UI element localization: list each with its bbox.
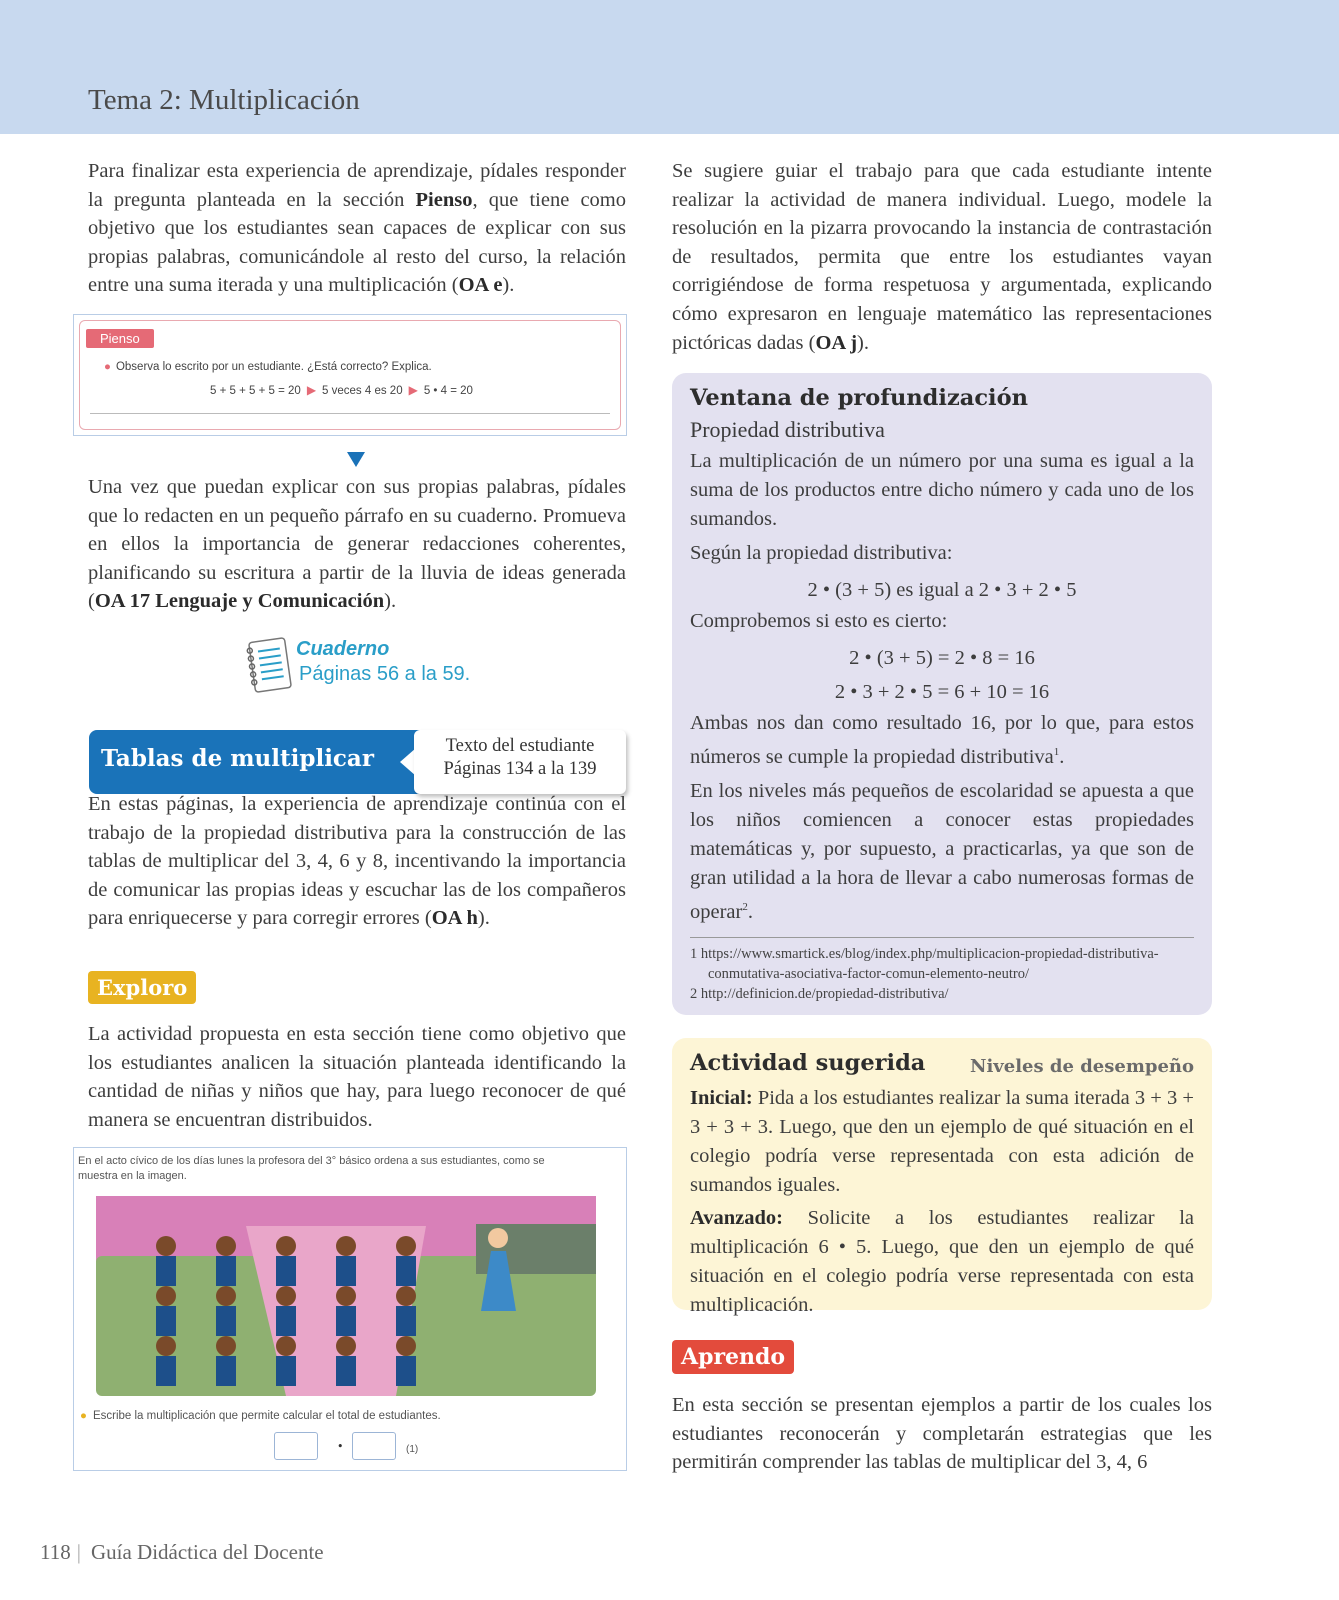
- ventana-p4-end: .: [1059, 745, 1065, 768]
- tablas-text-2: ).: [477, 907, 490, 930]
- cuaderno-pages: Páginas 56 a la 59.: [299, 663, 471, 685]
- cuaderno-title: Cuaderno: [296, 638, 390, 660]
- ventana-p3: Comprobemos si esto es cierto:: [690, 610, 948, 632]
- ventana-eq2: 2 • (3 + 5) = 2 • 8 = 16: [849, 647, 1035, 669]
- intro-text-1: Para finalizar esta experiencia de aprendizaje, pídales responder la pregunta planteada en la sección: [88, 160, 626, 211]
- actividad-sugerida-box: [672, 1038, 1212, 1316]
- pienso-question: [104, 361, 432, 373]
- intro-text-2: , que tiene como objetivo que los estudiantes sean capaces de explicar con sus propias palabras, comunicándole al resto del curso, la relación entre una suma iterada y una multiplicación (: [88, 188, 626, 297]
- multiply-dot: •: [337, 1440, 344, 1453]
- triangle-right-icon: ▶: [408, 383, 418, 397]
- bullet-icon: ●: [104, 361, 111, 373]
- exploro-tag: Exploro: [88, 971, 196, 1004]
- avanzado-text: Solicite a los estudiantes realizar la multiplicación 6 • 5. Luego, que den un ejemplo de qué situación en el colegio podría verse representada con esta multiplicación.: [690, 1207, 1194, 1316]
- students-scene-image: [96, 1196, 596, 1396]
- avanzado-label: Avanzado:: [690, 1207, 784, 1229]
- ventana-title: Ventana de profundización: [690, 385, 1028, 411]
- bullet-icon: ●: [80, 1410, 87, 1422]
- actividad-content: [690, 1050, 1194, 1320]
- intro-bold-oa: OA e: [458, 274, 503, 297]
- footnote-2[interactable]: 2 http://definicion.de/propiedad-distributiva/: [690, 985, 949, 1002]
- pienso-box: [73, 314, 627, 436]
- answer-box-2[interactable]: [352, 1432, 396, 1460]
- tablas-bold-oa: OA h: [431, 907, 478, 930]
- niveles-desempeno-label: Niveles de desempeño: [970, 1056, 1194, 1077]
- pienso-eq-3: 5 • 4 = 20: [423, 385, 473, 397]
- ventana-p4: [690, 709, 1194, 772]
- aprendo-tag: Aprendo: [672, 1340, 794, 1374]
- ventana-p5-text: En los niveles más pequeños de escolaridad se apuesta a que los niños comiencen a conocer estas propiedades matemáticas y, por supuesto, a practicarlas, ya que son de gran utilidad a la hora de llevar a cabo numerosas formas de operar: [690, 779, 1194, 923]
- intro-text-3: ).: [502, 274, 515, 297]
- redacten-bold-oa: OA 17 Lenguaje y Comunicación: [94, 590, 385, 613]
- redacten-paragraph: [88, 473, 626, 616]
- intro-bold-pienso: Pienso: [415, 188, 473, 211]
- answer-box-1[interactable]: [274, 1432, 318, 1460]
- ventana-profundizacion-box: [672, 373, 1212, 1015]
- tablas-text-1: En estas páginas, la experiencia de aprendizaje continúa con el trabajo de la propiedad distributiva para la construcción de las tablas de multiplicar del 3, 4, 6 y 8, incentivando la importancia de comunicar las propias ideas y escuchar las de los compañeros para enriquecerse y para corregir errores (: [88, 793, 626, 930]
- intro-paragraph: [88, 157, 626, 300]
- ventana-p4-text: Ambas nos dan como resultado 16, por lo que, para estos números se cumple la propiedad distributiva: [690, 712, 1194, 768]
- ventana-subtitle: Propiedad distributiva: [690, 417, 885, 442]
- pienso-equations: [210, 383, 473, 397]
- actividad-inicial: [690, 1084, 1194, 1200]
- guiar-text-2: ).: [857, 331, 869, 354]
- footer-separator: |: [76, 1540, 81, 1564]
- exercise-number: (1): [406, 1444, 419, 1455]
- page-footer: [40, 1540, 324, 1565]
- ref-line-2: Páginas 134 a la 139: [443, 759, 597, 779]
- illustration-caption: En el acto cívico de los días lunes la profesora del 3° básico ordena a sus estudiantes, como se muestra en la imagen.: [78, 1155, 545, 1182]
- actividad-title: Actividad sugerida: [690, 1050, 926, 1076]
- exploro-block: [88, 1020, 626, 1134]
- pienso-inner: [79, 320, 621, 430]
- arrow-down-icon: [347, 452, 365, 467]
- notebook-icon: [244, 636, 294, 696]
- ventana-p2: Según la propiedad distributiva:: [690, 542, 953, 564]
- page-number: 118: [40, 1540, 71, 1564]
- cuaderno-reference: [244, 636, 504, 696]
- ventana-content: [690, 385, 1194, 1004]
- texto-estudiante-ref: [414, 730, 626, 794]
- footnote-divider: [690, 937, 1194, 938]
- aprendo-block: [672, 1391, 1212, 1477]
- right-column: [672, 157, 1212, 357]
- pienso-eq-1: 5 + 5 + 5 + 5 = 20: [210, 385, 301, 397]
- footnote-ref-1: 1: [1053, 746, 1060, 758]
- answer-line: [90, 413, 610, 414]
- banner-title: Tablas de multiplicar: [101, 745, 374, 772]
- ventana-eq1: 2 • (3 + 5) es igual a 2 • 3 + 2 • 5: [807, 579, 1077, 601]
- ref-line-1: Texto del estudiante: [445, 736, 595, 756]
- redacten-text-1: Una vez que puedan explicar con sus propias palabras, pídales que lo redacten en un pequeño párrafo en su cuaderno. Promueva en ellos la importancia de generar redacciones coherentes, planificando su escritura a partir de la lluvia de ideas generada (: [88, 476, 626, 613]
- ventana-eq3: 2 • 3 + 2 • 5 = 6 + 10 = 16: [834, 681, 1050, 703]
- guiar-paragraph: [672, 157, 1212, 357]
- page-title: Tema 2: Multiplicación: [88, 84, 360, 116]
- footnote-ref-2: 2: [742, 900, 748, 913]
- exploro-paragraph: La actividad propuesta en esta sección tiene como objetivo que los estudiantes analicen la situación planteada identificando la cantidad de niñas y niños que hay, para luego reconocer de qué manera se encuentran distribuidos.: [88, 1023, 626, 1131]
- inicial-label: Inicial:: [690, 1087, 753, 1109]
- triangle-right-icon: ▶: [306, 383, 317, 397]
- pienso-tag: Pienso: [86, 329, 154, 348]
- inicial-text: Pida a los estudiantes realizar la suma iterada 3 + 3 + 3 + 3 + 3. Luego, que den un ejemplo de qué situación en el colegio podría verse representada con esta adición de sumandos iguales.: [690, 1087, 1194, 1196]
- ventana-p1: La multiplicación de un número por una suma es igual a la suma de los productos entre dicho número y cada uno de los sumandos.: [690, 450, 1194, 530]
- ventana-p5: [690, 777, 1194, 927]
- redacten-block: [88, 473, 626, 616]
- left-column: [88, 157, 626, 300]
- tablas-paragraph: [88, 790, 626, 933]
- illustration-question-text: Escribe la multiplicación que permite calcular el total de estudiantes.: [92, 1410, 441, 1422]
- footer-label: Guía Didáctica del Docente: [90, 1540, 324, 1564]
- pienso-question-text: Observa lo escrito por un estudiante. ¿Está correcto? Explica.: [115, 361, 432, 373]
- ventana-p5-end: .: [747, 900, 753, 923]
- guiar-bold-oa: OA j: [815, 331, 858, 354]
- actividad-avanzado: [690, 1204, 1194, 1320]
- redacten-text-2: ).: [384, 590, 397, 613]
- aprendo-paragraph: En esta sección se presentan ejemplos a partir de los cuales los estudiantes reconocerán y completarán estrategias que les permitirán comprender las tablas de multiplicar del 3, 4, 6: [672, 1394, 1212, 1474]
- illustration-question: [80, 1410, 441, 1422]
- guiar-text-1: Se sugiere guiar el trabajo para que cada estudiante intente realizar la actividad de manera individual. Luego, modele la resolución en la pizarra provocando la instancia de contrastación de resultados, permita que entre los estudiantes vayan corrigiéndose de forma respetuosa y argumentada, explicando cómo expresaron en lenguaje matemático las representaciones pictóricas dadas (: [672, 160, 1212, 354]
- exploro-illustration: [73, 1147, 627, 1471]
- pienso-eq-2: 5 veces 4 es 20: [322, 385, 403, 397]
- footnote-1[interactable]: 1 https://www.smartick.es/blog/index.php/multiplicacion-propiedad-distributiva-conmutativa-asociativa-factor-comun-elemento-neutro/: [690, 945, 1159, 982]
- tablas-block: [88, 790, 626, 933]
